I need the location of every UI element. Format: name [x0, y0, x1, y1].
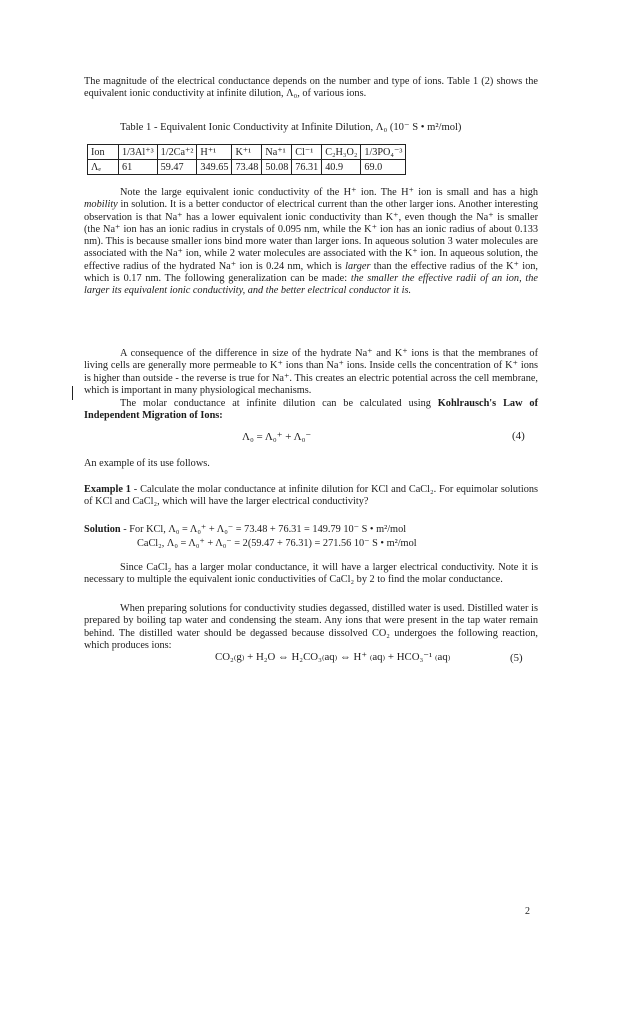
solution-kcl: - For KCl, Λ₀ = Λ₀⁺ + Λ₀⁻ = 73.48 + 76.31 = 149.79 10⁻ S • m²/mol	[120, 524, 407, 535]
example-1	[84, 484, 538, 509]
table-header-cell: C₂H₃O₂	[322, 145, 361, 160]
table-row-label: Λₑ	[88, 160, 119, 175]
table-cell: 59.47	[157, 160, 197, 175]
solution-label: Solution	[84, 524, 121, 535]
table-header-row	[88, 145, 406, 160]
note-paragraph	[84, 187, 538, 298]
table-header-cell: 1/2Ca⁺²	[157, 145, 197, 160]
solution-line-2: CaCl₂, Λ₀ = Λ₀⁺ + Λ₀⁻ = 2(59.47 + 76.31) = 271.56 10⁻ S • m²/mol	[137, 538, 417, 549]
equation-5-number: (5)	[510, 652, 523, 664]
kohlrausch-law-title: Kohlrausch's Law of Independent Migration of Ions:	[84, 398, 538, 422]
solution-line-1	[84, 523, 406, 535]
table-header-cell: K⁺¹	[232, 145, 262, 160]
table-header-cell: Ion	[88, 145, 119, 160]
table-cell: 61	[119, 160, 158, 175]
margin-change-bar	[72, 386, 73, 400]
use-line: An example of its use follows.	[84, 458, 210, 469]
note-text-2: in solution. It is a better conductor of electrical current than the other larger ions. Another interesting observation is that Na⁺ has a lower equivalent ionic conductivity than K⁺, even though the Na⁺ is smaller (the Na⁺ ion has an ionic radius in crystals of 0.095 nm, while the K⁺ ion has an ionic radius of about 0.133 nm). This is because smaller ions bind more water than larger ions. In aqueous solution 3 water molecules are associated with the Na⁺ ion, while 2 water molecules are associated with the K⁺ ion. In aqueous solution, the effective radius of the hydrated Na⁺ ion is 0.24 nm, which is	[84, 199, 538, 272]
equation-4-number: (4)	[512, 430, 525, 442]
intro-paragraph: The magnitude of the electrical conductance depends on the number and type of ions. Table 1 (2) shows the equivalent ionic conductivity at infinite dilution, Λ₀, of various ions.	[84, 76, 538, 100]
molar-text: The molar conductance at infinite dilution can be calculated using	[120, 398, 438, 409]
example-text: - Calculate the molar conductance at infinite dilution for KCl and CaCl₂. For equimolar solutions of KCl and CaCl₂, which will have the larger electrical conductivity?	[84, 484, 539, 508]
equation-4: Λ₀ = Λ₀⁺ + Λ₀⁻	[242, 431, 312, 443]
table-header-cell: Na⁺¹	[262, 145, 292, 160]
table-cell: 73.48	[232, 160, 262, 175]
consequence-paragraph: A consequence of the difference in size of the hydrate Na⁺ and K⁺ ions is that the membranes of living cells are generally more permeable to K⁺ ions than Na⁺ ions. Inside cells the concentration of K⁺ ions is higher than outside - the reverse is true for Na⁺. This creates an electric potential across the cell membrane, which is important in many physiological mechanisms.	[84, 348, 538, 396]
molar-paragraph	[84, 398, 538, 423]
table-cell: 76.31	[292, 160, 322, 175]
equation-5: CO₂₍g₎ + H₂O ⇔ H₂CO₃₍aq₎ ⇔ H⁺ ₍aq₎ + HCO₃⁻¹ ₍aq₎	[215, 651, 451, 663]
distilled-water-paragraph: When preparing solutions for conductivity studies degassed, distilled water is used. Distilled water is prepared by boiling tap water and condensing the steam. Any ions that were present in the tap water remain behind. The distilled water should be degassed because dissolved CO₂ undergoes the following reaction, which produces ions:	[84, 603, 538, 651]
table-cell: 69.0	[361, 160, 406, 175]
generalization-emphasis: the smaller the effective radii of an ion, the larger its equivalent ionic conductivity, and the better electrical conductor it is.	[84, 273, 538, 297]
note-text-3: than the effective radius of the K⁺ ion, which is 0.17 nm. The following generalization can be made:	[84, 260, 538, 285]
example-label: Example 1	[84, 484, 131, 495]
note-text-1: Note the large equivalent ionic conductivity of the H⁺ ion. The H⁺ ion is small and has a high	[120, 187, 538, 198]
larger-emphasis: larger	[345, 260, 371, 272]
since-paragraph: Since CaCl₂ has a larger molar conductance, it will have a larger electrical conductivity. Note it is necessary to multiple the equivalent ionic conductivities of CaCl₂ by 2 to find the molar conductance.	[84, 562, 538, 586]
table-cell: 40.9	[322, 160, 361, 175]
table-header-cell: 1/3Al⁺³	[119, 145, 158, 160]
table-caption: Table 1 - Equivalent Ionic Conductivity at Infinite Dilution, Λ₀ (10⁻ S • m²/mol)	[120, 122, 462, 133]
mobility-emphasis: mobility	[84, 199, 118, 211]
table-cell: 50.08	[262, 160, 292, 175]
table-header-cell: 1/3PO₄⁻³	[361, 145, 406, 160]
table-row	[88, 160, 406, 175]
page-number: 2	[525, 906, 530, 917]
table-cell: 349.65	[197, 160, 232, 175]
table-header-cell: H⁺¹	[197, 145, 232, 160]
table-header-cell: Cl⁻¹	[292, 145, 322, 160]
conductivity-table	[87, 144, 406, 175]
